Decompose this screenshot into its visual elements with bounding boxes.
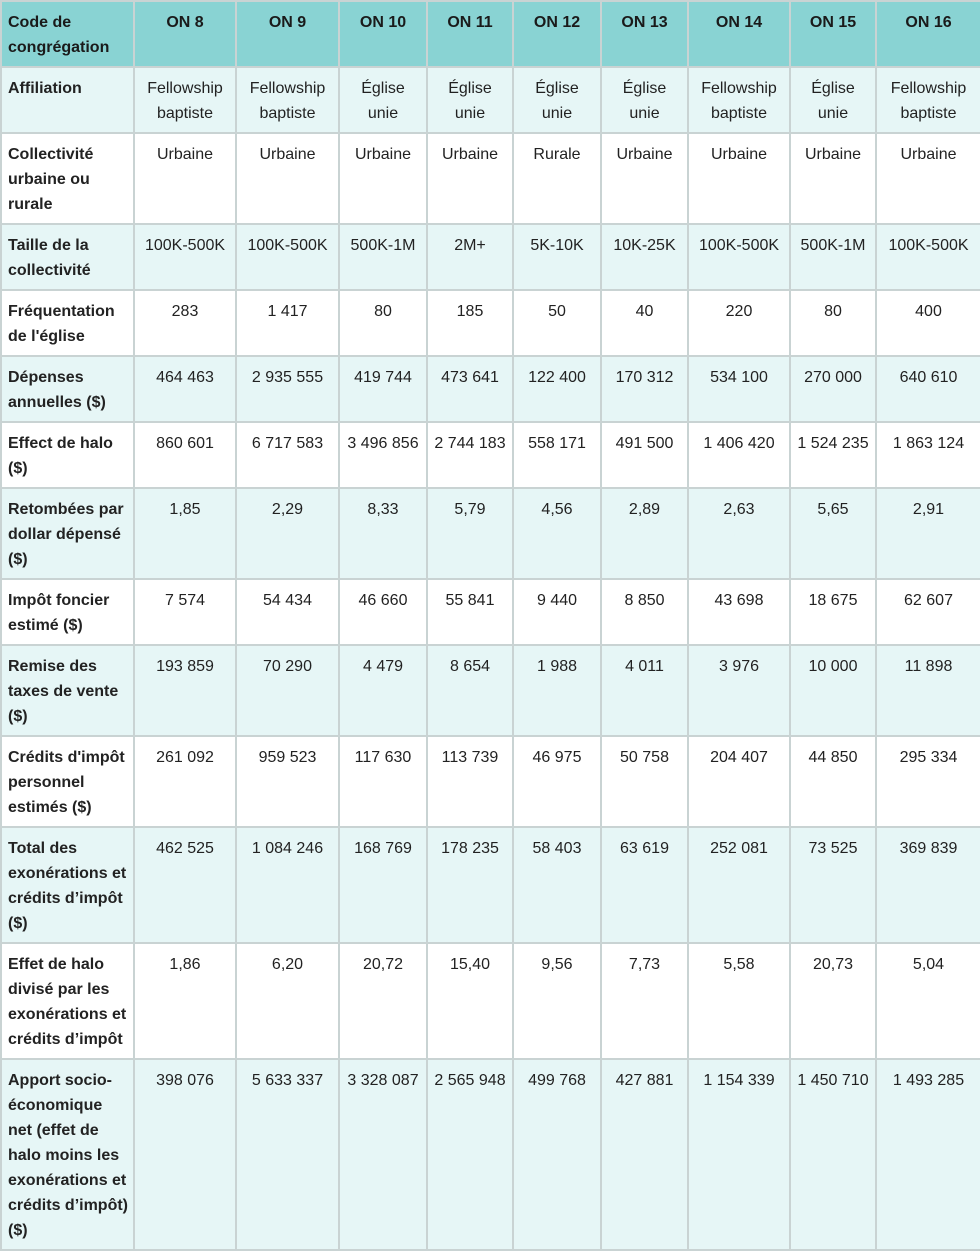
table-cell: 9 440 <box>513 579 601 645</box>
table-cell: 1 406 420 <box>688 422 790 488</box>
table-cell: 427 881 <box>601 1059 688 1250</box>
table-row <box>1 422 980 488</box>
table-cell: 113 739 <box>427 736 513 827</box>
table-cell: Fellowship baptiste <box>134 67 236 133</box>
table-cell: 1 084 246 <box>236 827 339 943</box>
row-label: Retombées par dollar dépensé ($) <box>1 488 134 579</box>
table-cell: 73 525 <box>790 827 876 943</box>
table-cell: 7,73 <box>601 943 688 1059</box>
table-cell: Urbaine <box>688 133 790 224</box>
table-cell: 3 496 856 <box>339 422 427 488</box>
table-cell: 62 607 <box>876 579 980 645</box>
table-cell: 20,73 <box>790 943 876 1059</box>
table-cell: 1 154 339 <box>688 1059 790 1250</box>
table-cell: 860 601 <box>134 422 236 488</box>
table-cell: 473 641 <box>427 356 513 422</box>
table-cell: 959 523 <box>236 736 339 827</box>
table-cell: 15,40 <box>427 943 513 1059</box>
table-cell: 500K-1M <box>339 224 427 290</box>
row-label: Dépenses annuelles ($) <box>1 356 134 422</box>
table-cell: 5 633 337 <box>236 1059 339 1250</box>
table-cell: 10K-25K <box>601 224 688 290</box>
table-cell: 100K-500K <box>134 224 236 290</box>
table-cell: 58 403 <box>513 827 601 943</box>
table-cell: 640 610 <box>876 356 980 422</box>
header-cell: ON 13 <box>601 1 688 67</box>
table-cell: Église unie <box>790 67 876 133</box>
table-cell: 100K-500K <box>876 224 980 290</box>
table-cell: 3 976 <box>688 645 790 736</box>
table-cell: 1 417 <box>236 290 339 356</box>
table-cell: 2 565 948 <box>427 1059 513 1250</box>
row-label: Affiliation <box>1 67 134 133</box>
row-label: Collectivité urbaine ou rurale <box>1 133 134 224</box>
table-cell: 2,91 <box>876 488 980 579</box>
table-cell: 5,04 <box>876 943 980 1059</box>
table-cell: Rurale <box>513 133 601 224</box>
table-cell: 499 768 <box>513 1059 601 1250</box>
header-label-cell: Code de congrégation <box>1 1 134 67</box>
table-cell: 220 <box>688 290 790 356</box>
table-cell: 295 334 <box>876 736 980 827</box>
table-cell: Fellowship baptiste <box>876 67 980 133</box>
table-cell: 50 758 <box>601 736 688 827</box>
table-cell: 40 <box>601 290 688 356</box>
table-cell: 4 479 <box>339 645 427 736</box>
table-cell: 6,20 <box>236 943 339 1059</box>
table-cell: Urbaine <box>236 133 339 224</box>
header-cell: ON 9 <box>236 1 339 67</box>
table-cell: 4 011 <box>601 645 688 736</box>
table-cell: 5,58 <box>688 943 790 1059</box>
table-cell: 462 525 <box>134 827 236 943</box>
table-cell: 6 717 583 <box>236 422 339 488</box>
table-cell: 1,85 <box>134 488 236 579</box>
table-cell: Urbaine <box>339 133 427 224</box>
table-cell: 2 744 183 <box>427 422 513 488</box>
table-row <box>1 67 980 133</box>
table-cell: 2M+ <box>427 224 513 290</box>
table-cell: Urbaine <box>427 133 513 224</box>
table-cell: 185 <box>427 290 513 356</box>
table-cell: 100K-500K <box>688 224 790 290</box>
table-cell: 178 235 <box>427 827 513 943</box>
table-cell: 1 493 285 <box>876 1059 980 1250</box>
table-cell: Église unie <box>601 67 688 133</box>
table-row <box>1 827 980 943</box>
table-cell: 261 092 <box>134 736 236 827</box>
table-cell: 8,33 <box>339 488 427 579</box>
table-cell: 117 630 <box>339 736 427 827</box>
table-row <box>1 1059 980 1250</box>
table-cell: 2 935 555 <box>236 356 339 422</box>
table-cell: 2,89 <box>601 488 688 579</box>
row-label: Effet de halo divisé par les exonérations et crédits d’impôt <box>1 943 134 1059</box>
table-row <box>1 290 980 356</box>
table-cell: 369 839 <box>876 827 980 943</box>
table-cell: Urbaine <box>876 133 980 224</box>
table-cell: 2,29 <box>236 488 339 579</box>
table-cell: 283 <box>134 290 236 356</box>
table-cell: Église unie <box>427 67 513 133</box>
table-cell: 8 654 <box>427 645 513 736</box>
table-cell: 1 863 124 <box>876 422 980 488</box>
table-cell: 5K-10K <box>513 224 601 290</box>
table-cell: 63 619 <box>601 827 688 943</box>
table-cell: 419 744 <box>339 356 427 422</box>
header-cell: ON 11 <box>427 1 513 67</box>
header-cell: ON 14 <box>688 1 790 67</box>
row-label: Effect de halo ($) <box>1 422 134 488</box>
table-cell: 80 <box>339 290 427 356</box>
table-cell: 464 463 <box>134 356 236 422</box>
table-cell: Fellowship baptiste <box>236 67 339 133</box>
table-cell: 122 400 <box>513 356 601 422</box>
table-cell: Église unie <box>513 67 601 133</box>
table-cell: 1 450 710 <box>790 1059 876 1250</box>
table-cell: 7 574 <box>134 579 236 645</box>
table-cell: 54 434 <box>236 579 339 645</box>
row-label: Crédits d'impôt personnel estimés ($) <box>1 736 134 827</box>
table-cell: 46 975 <box>513 736 601 827</box>
table-row <box>1 736 980 827</box>
table-cell: Urbaine <box>134 133 236 224</box>
table-cell: 1,86 <box>134 943 236 1059</box>
header-row <box>1 1 980 67</box>
table-cell: 534 100 <box>688 356 790 422</box>
table-cell: 1 524 235 <box>790 422 876 488</box>
row-label: Remise des taxes de vente ($) <box>1 645 134 736</box>
table-cell: 2,63 <box>688 488 790 579</box>
table-cell: 46 660 <box>339 579 427 645</box>
table-cell: 20,72 <box>339 943 427 1059</box>
table-row <box>1 133 980 224</box>
table-cell: 558 171 <box>513 422 601 488</box>
row-label: Fréquentation de l'église <box>1 290 134 356</box>
table-cell: Urbaine <box>601 133 688 224</box>
table-row <box>1 356 980 422</box>
table-cell: 400 <box>876 290 980 356</box>
table-row <box>1 645 980 736</box>
table-cell: 100K-500K <box>236 224 339 290</box>
table-cell: 193 859 <box>134 645 236 736</box>
table-cell: 43 698 <box>688 579 790 645</box>
row-label: Total des exonérations et crédits d’impôt ($) <box>1 827 134 943</box>
table-cell: 55 841 <box>427 579 513 645</box>
header-cell: ON 8 <box>134 1 236 67</box>
table-cell: 8 850 <box>601 579 688 645</box>
table-cell: 10 000 <box>790 645 876 736</box>
table-cell: 3 328 087 <box>339 1059 427 1250</box>
table-cell: 204 407 <box>688 736 790 827</box>
header-cell: ON 10 <box>339 1 427 67</box>
table-cell: 168 769 <box>339 827 427 943</box>
header-cell: ON 16 <box>876 1 980 67</box>
table-cell: Fellowship baptiste <box>688 67 790 133</box>
table-row <box>1 579 980 645</box>
row-label: Impôt foncier estimé ($) <box>1 579 134 645</box>
table-cell: Église unie <box>339 67 427 133</box>
table-cell: 500K-1M <box>790 224 876 290</box>
table-cell: 5,65 <box>790 488 876 579</box>
table-row <box>1 224 980 290</box>
table-cell: 9,56 <box>513 943 601 1059</box>
table-cell: 18 675 <box>790 579 876 645</box>
header-cell: ON 12 <box>513 1 601 67</box>
table-cell: 80 <box>790 290 876 356</box>
table-cell: 44 850 <box>790 736 876 827</box>
table-cell: 252 081 <box>688 827 790 943</box>
row-label: Apport socio-économique net (effet de halo moins les exonérations et crédits d’impôt) ($) <box>1 1059 134 1250</box>
table-cell: 270 000 <box>790 356 876 422</box>
table-cell: 50 <box>513 290 601 356</box>
row-label: Taille de la collectivité <box>1 224 134 290</box>
table-cell: 1 988 <box>513 645 601 736</box>
table-cell: 4,56 <box>513 488 601 579</box>
table-cell: 170 312 <box>601 356 688 422</box>
table-cell: 70 290 <box>236 645 339 736</box>
table-cell: 5,79 <box>427 488 513 579</box>
header-cell: ON 15 <box>790 1 876 67</box>
table-cell: Urbaine <box>790 133 876 224</box>
table-cell: 398 076 <box>134 1059 236 1250</box>
table-row <box>1 488 980 579</box>
table-cell: 11 898 <box>876 645 980 736</box>
table-row <box>1 943 980 1059</box>
table-cell: 491 500 <box>601 422 688 488</box>
